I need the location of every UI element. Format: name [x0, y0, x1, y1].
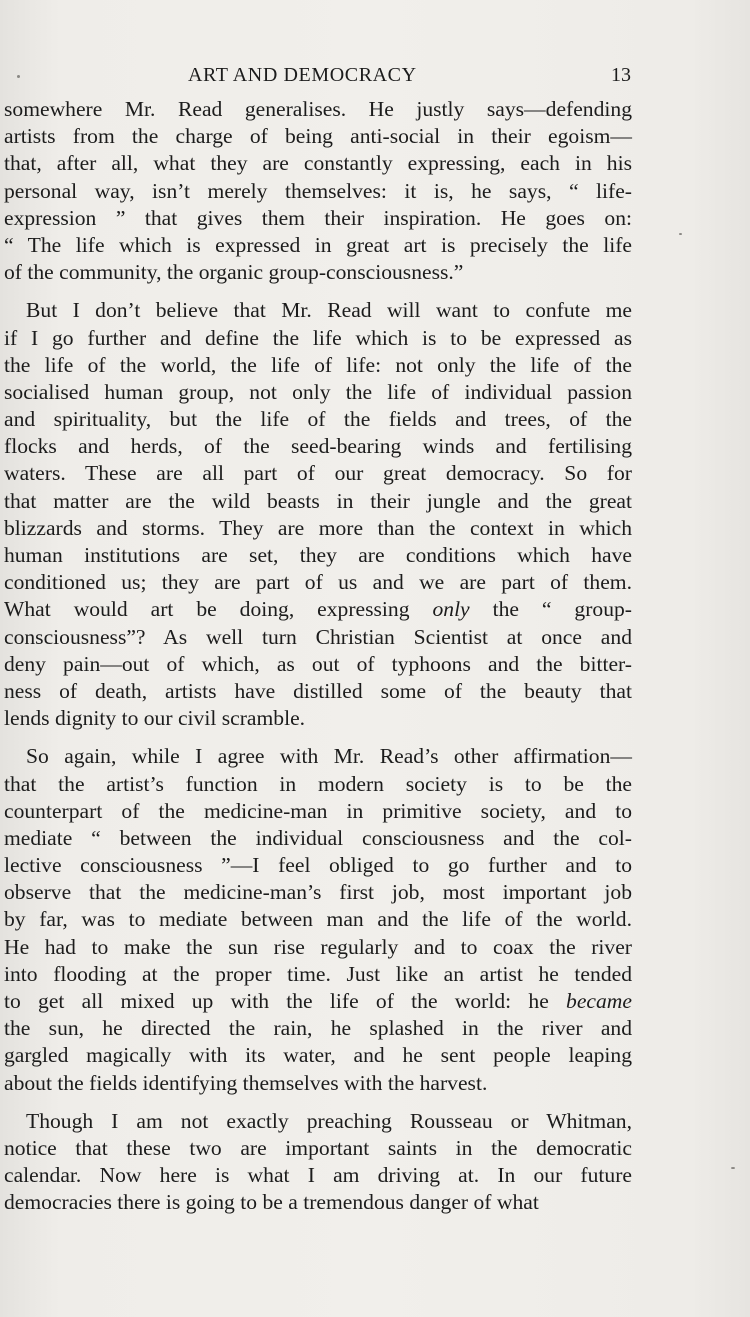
text-line: that the artist’s function in modern society is to be the [4, 771, 632, 796]
paper-speck [17, 75, 20, 78]
text-line: expression ” that gives them their inspiration. He goes on: [4, 205, 632, 230]
text-line: He had to make the sun rise regularly and to coax the river [4, 934, 632, 959]
text-line: into flooding at the proper time. Just like an artist he tended [4, 961, 632, 986]
text-line: socialised human group, not only the life of individual passion [4, 379, 632, 404]
text-line: artists from the charge of being anti-social in their egoism— [4, 124, 632, 149]
text-line: that matter are the wild beasts in their jungle and the great [4, 488, 632, 513]
text-line: flocks and herds, of the seed-bearing winds and fertilising [4, 434, 632, 459]
paper-speck [679, 233, 682, 235]
text-line: waters. These are all part of our great democracy. So for [4, 461, 632, 486]
text-line: blizzards and storms. They are more than the context in which [4, 515, 632, 540]
body-text [4, 96, 632, 1228]
running-title: ART AND DEMOCRACY [188, 64, 417, 86]
paragraph [4, 1108, 632, 1217]
text-line: calendar. Now here is what I am driving at. In our future [4, 1163, 632, 1188]
text-line [4, 988, 632, 1015]
paragraph [4, 743, 632, 1096]
text-line: about the fields identifying themselves with the harvest. [4, 1070, 488, 1095]
text-line: mediate “ between the individual consciousness and the col- [4, 825, 632, 850]
text-line: somewhere Mr. Read generalises. He justly says—defending [4, 97, 632, 121]
text-line: observe that the medicine-man’s first job, most important job [4, 880, 632, 905]
text-line: by far, was to mediate between man and the life of the world. [4, 907, 632, 932]
text-line: lective consciousness ”—I feel obliged to go further and to [4, 853, 632, 878]
text-line: counterpart of the medicine-man in primitive society, and to [4, 798, 632, 823]
text-segment: to get all mixed up with the life of the world: he [4, 989, 567, 1013]
page-number: 13 [611, 64, 631, 86]
paragraph [4, 297, 632, 732]
text-line: human institutions are set, they are conditions which have [4, 543, 632, 567]
text-line: and spirituality, but the life of the fields and trees, of the [4, 407, 632, 432]
text-line: gargled magically with its water, and he sent people leaping [4, 1043, 632, 1068]
text-line: deny pain—out of which, as out of typhoons and the bitter- [4, 651, 632, 676]
text-line: “ The life which is expressed in great art is precisely the life [4, 232, 632, 257]
text-line: ness of death, artists have distilled some of the beauty that [4, 678, 632, 703]
text-line: the life of the world, the life of life: not only the life of the [4, 352, 632, 377]
italic-emphasis: became [566, 989, 632, 1013]
italic-emphasis: only [432, 597, 470, 622]
text-line: democracies there is going to be a tremendous danger of what [4, 1190, 539, 1215]
text-line: lends dignity to our civil scramble. [4, 706, 306, 731]
text-line: personal way, isn’t merely themselves: it is, he says, “ life- [4, 178, 632, 203]
text-line: that, after all, what they are constantly expressing, each in his [4, 151, 632, 176]
text-line: So again, while I agree with Mr. Read’s other affirmation— [26, 744, 632, 769]
text-segment: the “ group- [469, 597, 633, 622]
text-line: consciousness”? As well turn Christian Scientist at once and [4, 624, 632, 649]
text-line: conditioned us; they are part of us and we are part of them. [4, 570, 632, 595]
text-line: notice that these two are important saints in the democratic [4, 1135, 632, 1160]
text-line [4, 596, 632, 623]
paper-speck [731, 1167, 735, 1169]
text-line: of the community, the organic group-consciousness.” [4, 260, 464, 285]
text-line: if I go further and define the life which is to be expressed as [4, 325, 632, 350]
paragraph [4, 96, 632, 286]
text-segment: What would art be doing, expressing [4, 597, 433, 622]
page-header [0, 62, 750, 92]
text-line: Though I am not exactly preaching Rousseau or Whitman, [26, 1108, 632, 1133]
text-line: But I don’t believe that Mr. Read will want to confute me [26, 298, 632, 323]
text-line: the sun, he directed the rain, he splashed in the river and [4, 1016, 632, 1041]
